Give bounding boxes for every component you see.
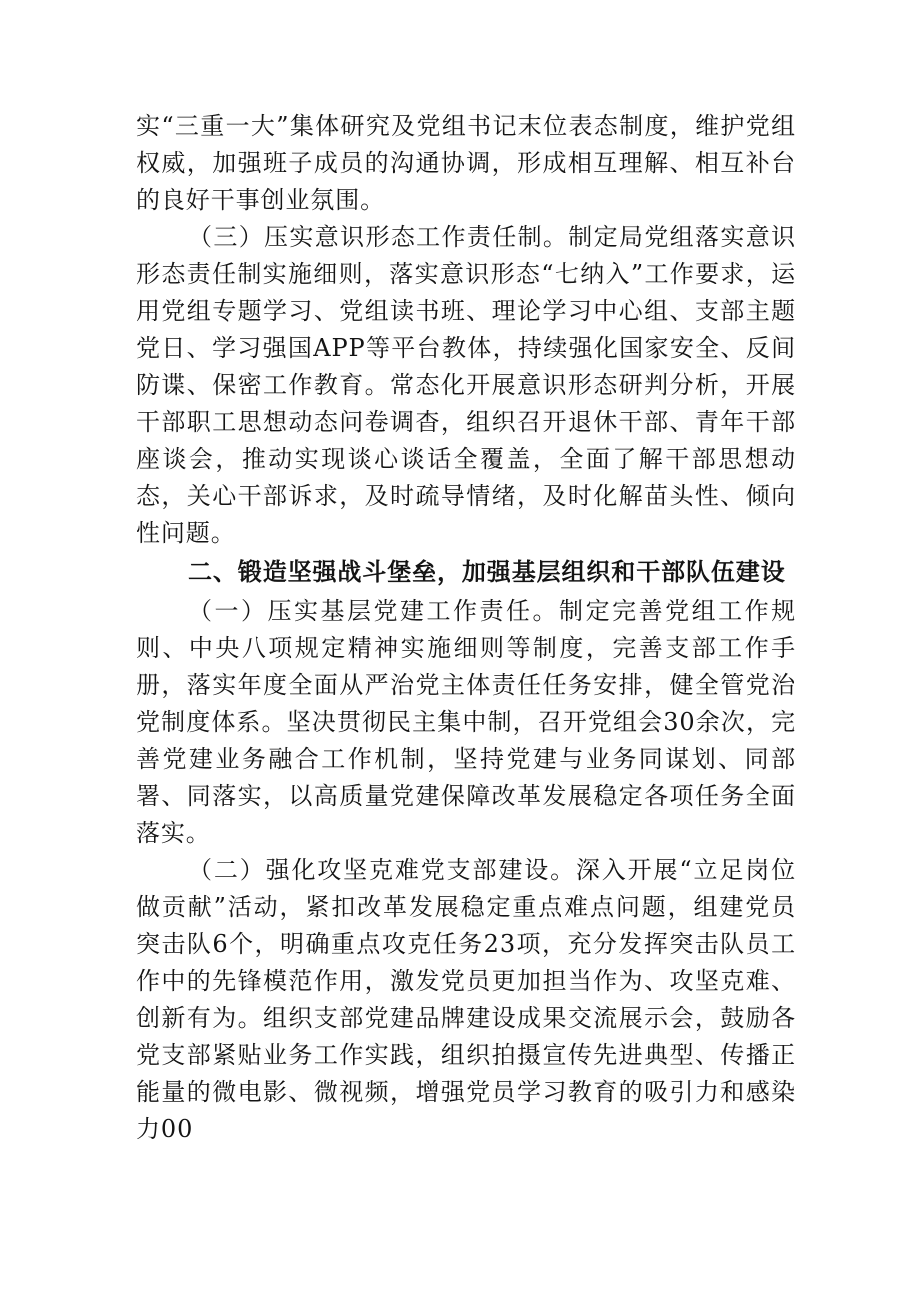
paragraph-grassroots-party-building: （一）压实基层党建工作责任。制定完善党组工作规则、中央八项规定精神实施细则等制度，完善支部工作手册，落实年度全面从严治党主体责任任务安排，健全管党治党制度体系。坚决贯彻民主集中制，召开党组会30余次，完善党建业务融合工作机制，坚持党建与业务同谋划、同部署、同落实，以高质量党建保障改革发展稳定各项任务全面落实。 [136,597,796,847]
paragraph-party-branch-construction: （二）强化攻坚克难党支部建设。深入开展“立足岗位做贡献”活动，紧扣改革发展稳定重点难点问题，组建党员突击队6个，明确重点攻克任务23项，充分发挥突击队员工作中的先锋模范作用，激发党员更加担当作为、攻坚克难、创新有为。组织支部党建品牌建设成果交流展示会，鼓励各党支部紧贴业务工作实践，组织拍摄宣传先进典型、传播正能量的微电影、微视频，增强党员学习教育的吸引力和感染力00 [136,856,796,1143]
paragraph-continuation: 实“三重一大”集体研究及党组书记末位表态制度，维护党组权威，加强班子成员的沟通协调，形成相互理解、相互补台的良好干事创业氛围。 [136,112,796,214]
paragraph-ideology-responsibility: （三）压实意识形态工作责任制。制定局党组落实意识形态责任制实施细则，落实意识形态“七纳入”工作要求，运用党组专题学习、党组读书班、理论学习中心组、支部主题党日、学习强国APP等平台教体，持续强化国家安全、反间防谍、保密工作教育。常态化开展意识形态研判分析，开展干部职工思想动态问卷调杳，组织召开退休干部、青年干部座谈会，推动实现谈心谈话全覆盖，全面了解干部思想动态，关心干部诉求，及时疏导情绪，及时化解苗头性、倾向性问题。 [136,223,796,547]
document-body [136,108,796,1148]
section-heading: 二、锻造坚强战斗堡垒，加强基层组织和干部队伍建设 [188,558,786,586]
